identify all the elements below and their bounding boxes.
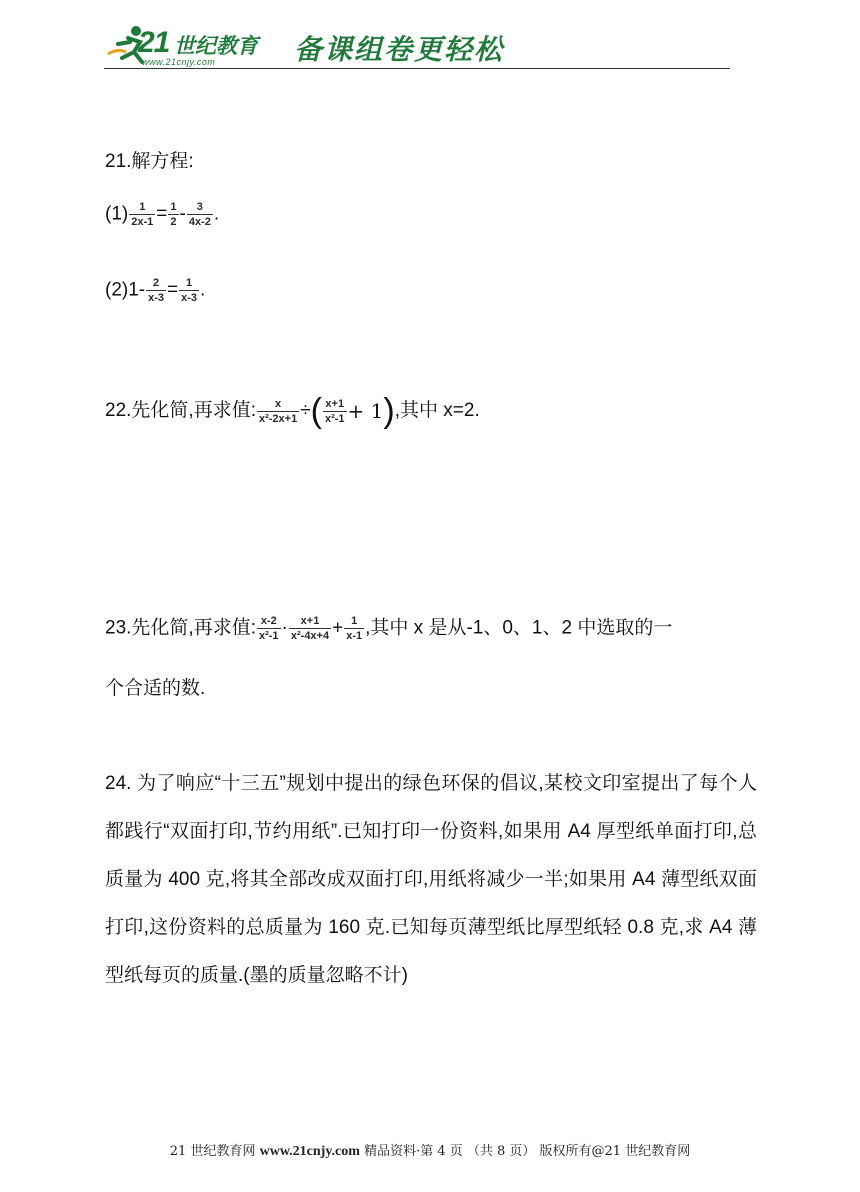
logo-number: 21 (138, 26, 170, 59)
fraction-denominator: 2 (170, 216, 177, 228)
fraction-numerator: x+1 (323, 397, 347, 412)
fraction-denominator: x²-4x+4 (290, 630, 330, 642)
q21-p2-end: . (200, 279, 206, 301)
q23-fraction-2 (289, 614, 331, 643)
q21-p1-fraction-1 (129, 200, 155, 229)
q23-suffix: ,其中 x 是从-1、0、1、2 中选取的一 (365, 617, 673, 639)
q21-p1-fraction-3 (187, 200, 213, 229)
header-slogan: 备课组卷更轻松 (294, 34, 505, 65)
logo-url: www.21cnjy.com (142, 57, 216, 67)
q21-title: 21.解方程: (105, 151, 194, 172)
footer-url: www.21cnjy.com (259, 1144, 360, 1159)
q22-left-paren: ( (310, 392, 322, 430)
fraction-numerator: x+1 (289, 614, 331, 629)
q22-fraction-2 (323, 397, 347, 426)
footer-site: 21 世纪教育网 (169, 1144, 256, 1159)
q22 (105, 394, 480, 428)
fraction-denominator: x-3 (148, 292, 165, 304)
fraction-numerator: 1 (170, 201, 177, 213)
q21-p2-fraction-1 (146, 276, 166, 305)
q21-p1-end: . (213, 203, 220, 225)
q21-p1-minus: - (179, 203, 186, 225)
q23-line2: 个合适的数. (105, 678, 206, 699)
q22-fraction-1 (257, 397, 299, 426)
q23-fraction-3 (344, 614, 364, 643)
q24-paragraph: 24. 为了响应“十三五”规划中提出的绿色环保的倡议,某校文印室提出了每个人都践行“双面打印,节约用纸”.已知打印一份资料,如果用 A4 厚型纸单面打印,总质量为 400 克,将其全部改成双面打印,用纸将减少一半;如果用 A4 薄型纸双面打印,这份资料的总质量为 160 克.已知每页薄型纸比厚型纸轻 0.8 克,求 A4 薄型纸每页的质量.(墨的质量忽略不计) (105, 773, 757, 986)
fraction-numerator: x-2 (257, 614, 281, 629)
q21-p2-prefix: (2)1- (105, 279, 146, 301)
fraction-numerator: x (257, 397, 299, 412)
q21-part1 (105, 200, 219, 229)
fraction-numerator: 1 (179, 276, 199, 291)
q22-suffix: ,其中 x=2. (394, 400, 480, 422)
q21-p1-prefix: (1) (105, 203, 129, 225)
q22-divide: ÷ (300, 400, 311, 422)
q23-dot: · (281, 617, 288, 639)
logo-text: 世纪教育 (174, 35, 258, 58)
fraction-numerator: 2 (146, 276, 166, 291)
fraction-denominator: x²-1 (324, 412, 345, 425)
fraction-denominator: x²-1 (258, 630, 279, 642)
page-header (104, 18, 730, 72)
fraction-numerator: 3 (187, 200, 213, 215)
footer-info: 精品资料·第 4 页 （共 8 页） 版权所有@21 世纪教育网 (364, 1144, 691, 1159)
fraction-numerator: 1 (344, 614, 364, 629)
q21-p1-equals: = (156, 203, 168, 225)
q21-p2-equals: = (167, 279, 179, 301)
q23-plus: + (332, 617, 344, 639)
q23-fraction-1 (257, 614, 281, 643)
q22-prefix: 22.先化简,再求值: (105, 400, 256, 422)
q21-part2 (105, 276, 205, 305)
q21-p1-fraction-2 (168, 200, 178, 229)
q23-prefix: 23.先化简,再求值: (105, 617, 256, 639)
q21-p2-fraction-2 (179, 276, 199, 305)
q23-line1 (105, 614, 672, 643)
fraction-numerator: 1 (129, 200, 155, 215)
q22-right-paren: ) (383, 392, 395, 430)
fraction-denominator: 4x-2 (188, 216, 211, 228)
page-footer (0, 1140, 860, 1160)
fraction-denominator: x-3 (181, 292, 198, 304)
q22-plus-one: + 1 (347, 399, 384, 423)
fraction-denominator: 2x-1 (131, 216, 154, 228)
header-divider (104, 68, 730, 69)
fraction-denominator: x²-2x+1 (258, 412, 298, 425)
fraction-denominator: x-1 (346, 630, 363, 642)
